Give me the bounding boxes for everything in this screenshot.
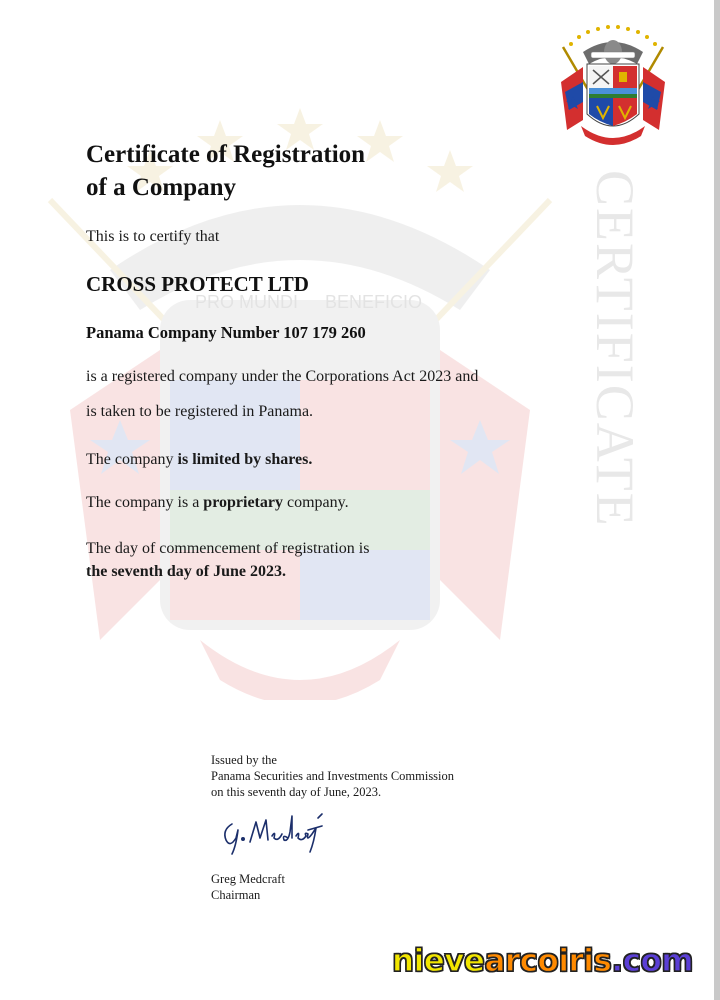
proprietary-bold: proprietary — [203, 494, 283, 511]
site-watermark-link — [392, 943, 693, 979]
site-mark-part-1: nieve — [392, 943, 485, 979]
motto-right-text: BENEFICIO — [325, 292, 423, 312]
handwritten-signature — [218, 808, 338, 858]
registered-line-1: is a registered company under the Corporations Act 2023 and — [86, 368, 479, 385]
title-line-2: of a Company — [86, 174, 237, 201]
site-mark-part-3: .com — [611, 943, 694, 979]
company-number: Panama Company Number 107 179 260 — [86, 323, 366, 342]
company-name: CROSS PROTECT LTD — [86, 272, 309, 296]
motto-left-text: PRO MUNDI — [195, 292, 298, 312]
certificate-side-watermark: CERTIFICATE — [585, 170, 645, 528]
limited-by-shares-statement — [86, 451, 312, 469]
page-edge — [714, 0, 720, 1000]
signatory-block — [211, 871, 285, 903]
proprietary-suffix: company. — [282, 494, 349, 511]
issued-line-2: Panama Securities and Investments Commission — [211, 769, 455, 783]
proprietary-prefix: The company is a — [86, 494, 204, 511]
signatory-role: Chairman — [211, 888, 261, 902]
certify-text: This is to certify that — [86, 228, 220, 245]
issued-by-block — [211, 752, 454, 800]
title-line-1: Certificate of Registration — [86, 141, 366, 168]
panama-coat-of-arms-icon — [553, 22, 673, 147]
proprietary-statement — [86, 494, 349, 512]
issued-line-1: Issued by the — [211, 753, 277, 767]
limited-bold: is limited by shares. — [177, 451, 313, 468]
site-mark-part-2: arcoiris — [484, 943, 612, 979]
certificate-title — [86, 138, 365, 204]
commencement-line-2: the seventh day of June 2023. — [86, 563, 287, 580]
signatory-name: Greg Medcraft — [211, 872, 285, 886]
issued-line-3: on this seventh day of June, 2023. — [211, 785, 382, 799]
registered-line-2: is taken to be registered in Panama. — [86, 403, 314, 420]
limited-prefix: The company — [86, 451, 178, 468]
commencement-line-1: The day of commencement of registration is — [86, 540, 370, 557]
